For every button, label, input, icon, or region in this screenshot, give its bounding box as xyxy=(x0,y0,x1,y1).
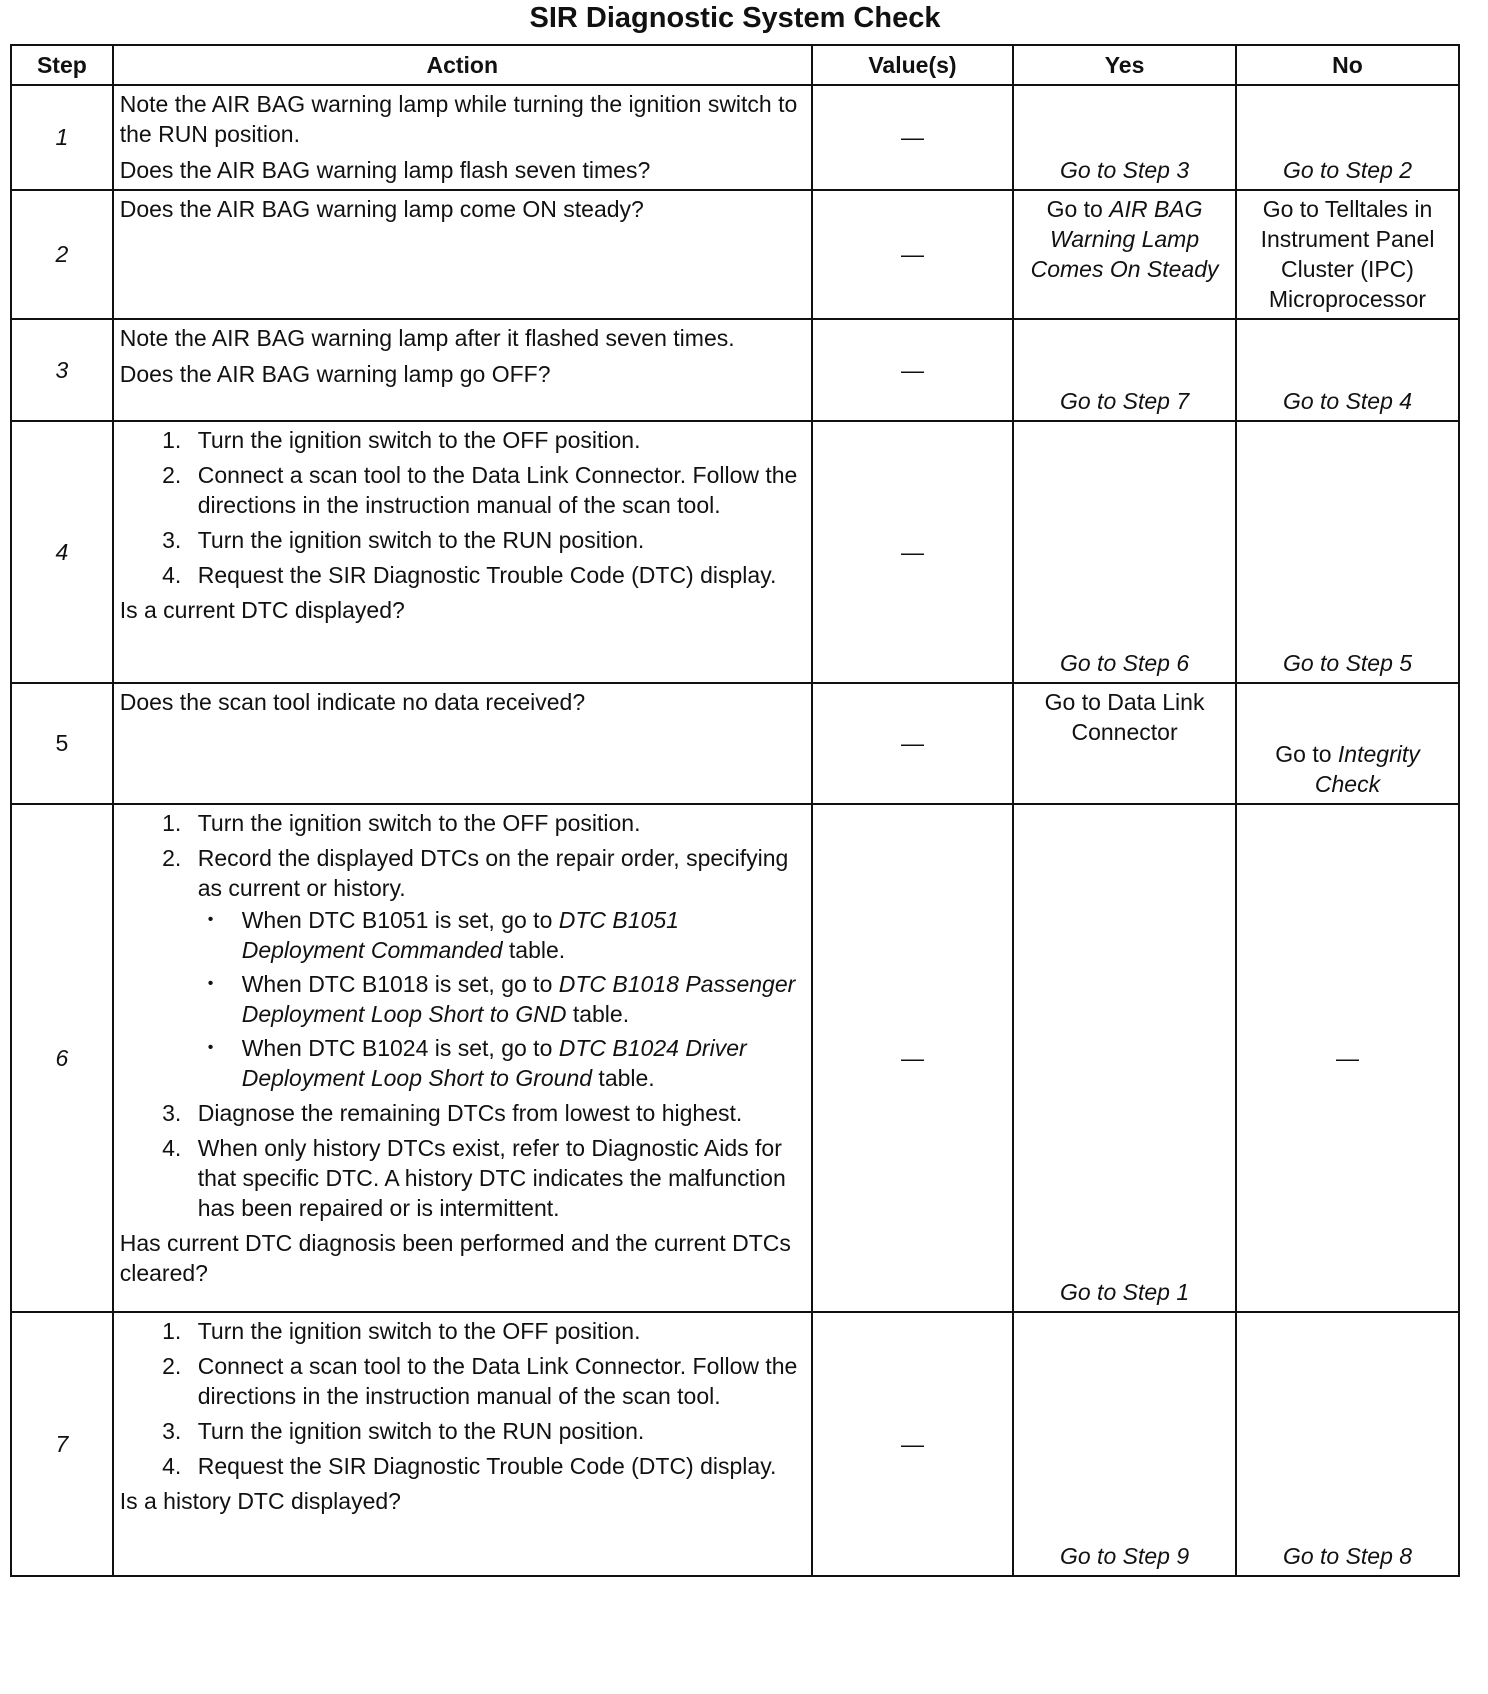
page-title: SIR Diagnostic System Check xyxy=(529,2,941,34)
list-item: 1. Turn the ignition switch to the OFF position. xyxy=(188,808,805,838)
bullet-suffix: table. xyxy=(566,1001,630,1027)
bullet-text: When DTC B1018 is set, go to xyxy=(241,971,559,997)
yes-cell: Go to Step 7 xyxy=(1013,319,1236,421)
value-cell: — xyxy=(812,421,1013,683)
value-cell: — xyxy=(812,804,1013,1312)
header-yes: Yes xyxy=(1013,45,1236,85)
table-row xyxy=(11,1312,1459,1576)
action-question: Does the AIR BAG warning lamp go OFF? xyxy=(119,361,551,387)
action-question: Is a history DTC displayed? xyxy=(119,1488,401,1514)
table-row xyxy=(11,683,1459,804)
action-steps xyxy=(120,1316,805,1481)
action-cell xyxy=(113,190,812,319)
action-question: Does the AIR BAG warning lamp flash seven times? xyxy=(119,157,651,183)
list-item: 3. Turn the ignition switch to the RUN position. xyxy=(188,1416,805,1446)
action-steps xyxy=(120,808,805,1223)
no-cell: Go to Step 2 xyxy=(1236,85,1459,190)
bullet-suffix: table. xyxy=(592,1065,655,1091)
list-item: 3. Diagnose the remaining DTCs from lowest to highest. xyxy=(188,1098,805,1128)
action-question: Is a current DTC displayed? xyxy=(119,597,405,623)
yes-cell xyxy=(1013,190,1236,319)
list-item: 4. Request the SIR Diagnostic Trouble Code (DTC) display. xyxy=(188,1451,805,1481)
bullet-text: When DTC B1024 is set, go to xyxy=(241,1035,559,1061)
action-text: Note the AIR BAG warning lamp after it flashed seven times. xyxy=(119,325,735,351)
step-number: 4 xyxy=(11,421,113,683)
bullet-text: When DTC B1051 is set, go to xyxy=(241,907,559,933)
action-question: Does the scan tool indicate no data received? xyxy=(119,689,586,715)
list-item: 4. Request the SIR Diagnostic Trouble Code (DTC) display. xyxy=(188,560,805,590)
action-steps xyxy=(120,425,805,590)
bullet-suffix: table. xyxy=(502,937,566,963)
bullet-link-text: DTC B1018 Passenger Deployment Loop Short to GND xyxy=(241,971,796,1027)
value-cell: — xyxy=(812,1312,1013,1576)
bullet-link-text: DTC B1051 Deployment Commanded xyxy=(241,907,679,963)
no-cell xyxy=(1236,683,1459,804)
table-row xyxy=(11,319,1459,421)
action-cell xyxy=(113,683,812,804)
step-number: 6 xyxy=(11,804,113,1312)
no-cell: Go to Step 4 xyxy=(1236,319,1459,421)
bullet-item xyxy=(232,1033,805,1093)
yes-cell: Go to Step 9 xyxy=(1013,1312,1236,1576)
header-action: Action xyxy=(113,45,812,85)
header-values: Value(s) xyxy=(812,45,1013,85)
yes-cell: Go to Step 1 xyxy=(1013,804,1236,1312)
header-row xyxy=(11,45,1459,85)
table-row xyxy=(11,85,1459,190)
table-row xyxy=(11,190,1459,319)
action-cell xyxy=(113,804,812,1312)
list-item xyxy=(188,843,805,1093)
value-cell: — xyxy=(812,683,1013,804)
action-cell xyxy=(113,1312,812,1576)
value-cell: — xyxy=(812,85,1013,190)
value-cell: — xyxy=(812,190,1013,319)
yes-link-text: AIR BAG Warning Lamp Comes On Steady xyxy=(1030,196,1219,282)
action-question: Has current DTC diagnosis been performed and the current DTCs cleared? xyxy=(119,1230,791,1286)
table-row xyxy=(11,804,1459,1312)
bullet-item xyxy=(232,969,805,1029)
table-row xyxy=(11,421,1459,683)
yes-cell: Go to Step 3 xyxy=(1013,85,1236,190)
list-item: 1. Turn the ignition switch to the OFF position. xyxy=(188,1316,805,1346)
action-cell xyxy=(113,421,812,683)
list-item: 1. Turn the ignition switch to the OFF position. xyxy=(188,425,805,455)
dtc-bullets xyxy=(198,905,805,1093)
list-item-text: Record the displayed DTCs on the repair order, specifying as current or history. xyxy=(197,845,789,901)
yes-cell: Go to Step 6 xyxy=(1013,421,1236,683)
list-item: 2. Connect a scan tool to the Data Link Connector. Follow the directions in the instruction manual of the scan tool. xyxy=(188,460,805,520)
action-question: Does the AIR BAG warning lamp come ON steady? xyxy=(119,196,644,222)
action-cell xyxy=(113,319,812,421)
value-cell: — xyxy=(812,319,1013,421)
no-cell: Go to Telltales in Instrument Panel Cluster (IPC) Microprocessor xyxy=(1236,190,1459,319)
action-text: Note the AIR BAG warning lamp while turning the ignition switch to the RUN position. xyxy=(119,91,798,147)
step-number: 7 xyxy=(11,1312,113,1576)
diagnostic-table xyxy=(10,44,1460,1577)
list-item: 4. When only history DTCs exist, refer to Diagnostic Aids for that specific DTC. A history DTC indicates the malfunction has been repaired or is intermittent. xyxy=(188,1133,805,1223)
list-item: 3. Turn the ignition switch to the RUN position. xyxy=(188,525,805,555)
action-cell xyxy=(113,85,812,190)
step-number: 1 xyxy=(11,85,113,190)
bullet-item xyxy=(232,905,805,965)
step-number: 5 xyxy=(11,683,113,804)
list-item: 2. Connect a scan tool to the Data Link Connector. Follow the directions in the instruction manual of the scan tool. xyxy=(188,1351,805,1411)
no-prefix: Go to xyxy=(1275,741,1338,767)
no-cell: — xyxy=(1236,804,1459,1312)
no-link-text: Integrity Check xyxy=(1314,741,1420,797)
step-number: 2 xyxy=(11,190,113,319)
bullet-link-text: DTC B1024 Driver Deployment Loop Short to Ground xyxy=(241,1035,747,1091)
no-cell: Go to Step 5 xyxy=(1236,421,1459,683)
step-number: 3 xyxy=(11,319,113,421)
yes-cell: Go to Data Link Connector xyxy=(1013,683,1236,804)
header-no: No xyxy=(1236,45,1459,85)
no-cell: Go to Step 8 xyxy=(1236,1312,1459,1576)
header-step: Step xyxy=(11,45,113,85)
yes-prefix: Go to xyxy=(1046,196,1110,222)
